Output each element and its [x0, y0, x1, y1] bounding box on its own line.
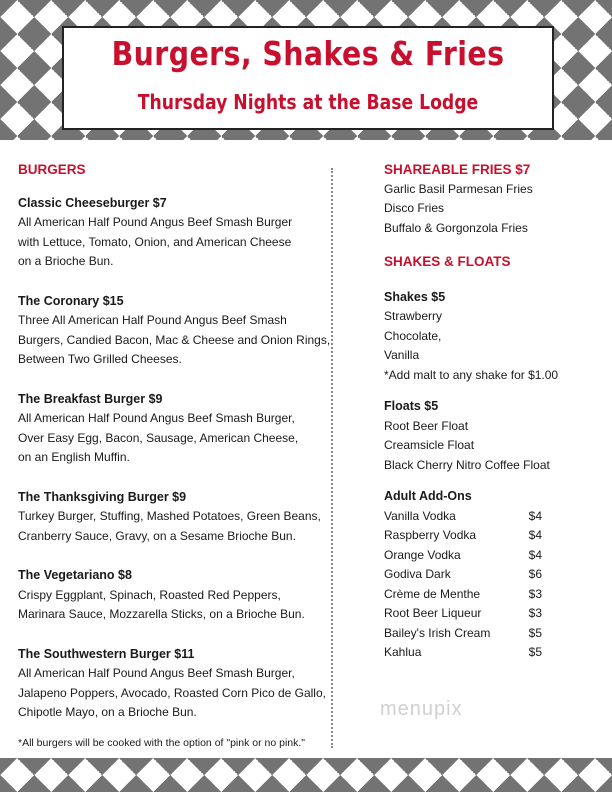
item-desc: on an English Muffin. [18, 450, 130, 464]
menu-item [18, 645, 328, 723]
item-desc: Turkey Burger, Stuffing, Mashed Potatoes, Green Beans, [18, 509, 321, 523]
addons-title: Adult Add-Ons [384, 489, 472, 503]
addon-row [384, 604, 542, 624]
item-title: Classic Cheeseburger $7 [18, 195, 167, 210]
menu-item [18, 566, 328, 625]
item-desc: Over Easy Egg, Bacon, Sausage, American Cheese, [18, 430, 299, 445]
burgers-footnote: *All burgers will be cooked with the option of "pink or no pink." [18, 737, 306, 749]
addon-row [384, 546, 542, 566]
addon-name: Bailey's Irish Cream [384, 625, 491, 640]
shake-item: Strawberry [384, 309, 443, 323]
menu-item [18, 390, 328, 468]
addon-row [384, 526, 542, 546]
menu-item [18, 194, 328, 272]
fries-item: Garlic Basil Parmesan Fries [384, 181, 533, 196]
item-title: The Vegetariano $8 [18, 568, 132, 582]
item-title: The Coronary $15 [18, 293, 124, 308]
addon-price: $3 [528, 586, 542, 601]
addon-price: $6 [528, 567, 542, 581]
shake-item: Chocolate, [384, 328, 442, 343]
item-title: The Thanksgiving Burger $9 [18, 489, 187, 504]
addon-name: Root Beer Liqueur [384, 606, 482, 620]
column-divider [331, 168, 333, 748]
page-title: Burgers, Shakes & Fries [111, 34, 505, 73]
addon-price: $5 [528, 645, 542, 659]
addon-price: $3 [528, 606, 542, 620]
burgers-heading: BURGERS [18, 162, 86, 177]
item-desc: All American Half Pound Angus Beef Smash Burger, [18, 411, 295, 425]
item-desc: Marinara Sauce, Mozzarella Sticks, on a Brioche Bun. [18, 607, 305, 621]
item-desc: All American Half Pound Angus Beef Smash Burger, [18, 666, 295, 680]
fries-item: Disco Fries [384, 201, 445, 215]
float-item: Creamsicle Float [384, 438, 475, 452]
addon-name: Crème de Menthe [384, 586, 481, 601]
addon-name: Godiva Dark [384, 567, 451, 581]
addon-row [384, 565, 542, 585]
addon-row [384, 643, 542, 663]
item-desc: with Lettuce, Tomato, Onion, and American Cheese [18, 234, 292, 249]
gingham-border-bottom [0, 758, 612, 792]
shakes-floats-heading: SHAKES & FLOATS [384, 254, 511, 269]
item-desc: Burgers, Candied Bacon, Mac & Cheese and Onion Rings, [18, 332, 331, 347]
addon-price: $5 [528, 625, 542, 640]
addon-row [384, 624, 542, 644]
addon-price: $4 [528, 508, 542, 523]
item-desc: Between Two Grilled Cheeses. [18, 352, 182, 366]
item-desc: All American Half Pound Angus Beef Smash Burger [18, 215, 293, 229]
page-subtitle: Thursday Nights at the Base Lodge [137, 90, 479, 114]
item-desc: Three All American Half Pound Angus Beef Smash [18, 313, 287, 327]
addon-price: $4 [528, 528, 542, 542]
fries-heading: SHAREABLE FRIES $7 [384, 162, 531, 177]
addon-name: Kahlua [384, 645, 422, 659]
item-desc: Chipotle Mayo, on a Brioche Bun. [18, 705, 197, 719]
addon-price: $4 [528, 547, 542, 562]
addon-row [384, 585, 542, 605]
fries-item: Buffalo & Gorgonzola Fries [384, 220, 528, 235]
menu-item [18, 488, 328, 547]
item-desc: Jalapeno Poppers, Avocado, Roasted Corn Pico de Gallo, [18, 685, 326, 700]
burgers-column [18, 160, 331, 743]
title-banner [62, 26, 554, 130]
addon-row [384, 507, 542, 527]
addon-name: Vanilla Vodka [384, 508, 456, 523]
addon-name: Orange Vodka [384, 547, 461, 562]
item-title: The Breakfast Burger $9 [18, 391, 163, 406]
shake-item: Vanilla [384, 348, 420, 362]
shake-note: *Add malt to any shake for $1.00 [384, 367, 559, 382]
addon-name: Raspberry Vodka [384, 528, 477, 542]
float-item: Root Beer Float [384, 418, 469, 433]
item-desc: Crispy Eggplant, Spinach, Roasted Red Peppers, [18, 587, 281, 602]
item-desc: on a Brioche Bun. [18, 254, 114, 268]
sides-column [384, 160, 584, 663]
shakes-title: Shakes $5 [384, 289, 446, 304]
floats-title: Floats $5 [384, 399, 439, 413]
watermark: menupix [380, 698, 463, 720]
item-title: The Southwestern Burger $11 [18, 646, 195, 661]
menu-item [18, 292, 331, 370]
float-item: Black Cherry Nitro Coffee Float [384, 457, 550, 472]
item-desc: Cranberry Sauce, Gravy, on a Sesame Brioche Bun. [18, 528, 296, 543]
